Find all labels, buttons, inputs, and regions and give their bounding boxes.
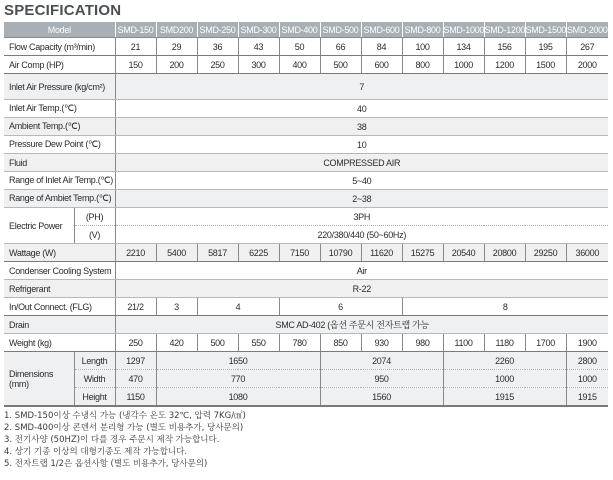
- cell: 1297: [115, 352, 156, 370]
- row-label: Refrigerant: [4, 280, 115, 298]
- cell: 1180: [484, 334, 525, 352]
- model-header-cell: SMD-400: [279, 22, 320, 38]
- specification-table: [4, 22, 608, 407]
- row-label: Range of Ambiet Temp.(℃): [4, 190, 115, 208]
- cell: 1200: [484, 56, 525, 74]
- sub-label: (V): [74, 226, 115, 244]
- pressure-dew-point-row: [4, 136, 608, 154]
- row-label: Inlet Air Temp.(℃): [4, 100, 115, 118]
- cell: 800: [402, 56, 443, 74]
- drain-row: [4, 316, 608, 334]
- model-header-cell: SMD-2000: [566, 22, 608, 38]
- row-label: Weight (kg): [4, 334, 115, 352]
- sub-label: Length: [74, 352, 115, 370]
- cell: 2074: [320, 352, 443, 370]
- row-label: Fluid: [4, 154, 115, 172]
- cell: 5817: [197, 244, 238, 262]
- cell: 1900: [566, 334, 608, 352]
- cell: 1100: [443, 334, 484, 352]
- footnotes: [4, 410, 246, 470]
- cell: 29: [156, 38, 197, 56]
- row-label: Range of Inlet Air Temp.(℃): [4, 172, 115, 190]
- cell: 600: [361, 56, 402, 74]
- cell: 420: [156, 334, 197, 352]
- sub-label: (PH): [74, 208, 115, 226]
- row-label: Drain: [4, 316, 115, 334]
- cell: 5~40: [115, 172, 608, 190]
- fluid-row: [4, 154, 608, 172]
- cell: 2~38: [115, 190, 608, 208]
- cell: 2000: [566, 56, 608, 74]
- cell: 7: [115, 74, 608, 100]
- cell: 2260: [443, 352, 566, 370]
- row-label: Pressure Dew Point (℃): [4, 136, 115, 154]
- sub-label: Width: [74, 370, 115, 388]
- cell: 150: [115, 56, 156, 74]
- cell: 10: [115, 136, 608, 154]
- cell: 1915: [566, 388, 608, 407]
- electric-power-ph-row: [4, 208, 608, 226]
- model-header-cell: SMD-800: [402, 22, 443, 38]
- ambient-temp-row: [4, 118, 608, 136]
- row-label: Flow Capacity (m³/min): [4, 38, 115, 56]
- cell: 195: [525, 38, 566, 56]
- cell: 500: [197, 334, 238, 352]
- header-row: [4, 22, 608, 38]
- cell: 2800: [566, 352, 608, 370]
- cell: 1560: [320, 388, 443, 407]
- range-inlet-air-temp-row: [4, 172, 608, 190]
- cell: 84: [361, 38, 402, 56]
- in-out-connect-row: [4, 298, 608, 316]
- row-label: [4, 352, 74, 407]
- cell: 29250: [525, 244, 566, 262]
- cell: 1915: [443, 388, 566, 407]
- cell: COMPRESSED AIR: [115, 154, 608, 172]
- cell: 500: [320, 56, 361, 74]
- model-header: Model: [4, 22, 115, 38]
- sub-label: Height: [74, 388, 115, 407]
- cell: 66: [320, 38, 361, 56]
- row-label: In/Out Connect. (FLG): [4, 298, 115, 316]
- footnote: 3. 전기사양 (50HZ)이 다를 경우 주문시 제작 가능합니다.: [4, 435, 220, 445]
- range-ambient-temp-row: [4, 190, 608, 208]
- cell: 50: [279, 38, 320, 56]
- cell: 8: [402, 298, 608, 316]
- cell: 11620: [361, 244, 402, 262]
- row-label: Inlet Air Pressure (kg/cm²): [4, 74, 115, 100]
- cell: 1080: [156, 388, 320, 407]
- cell: 21/2: [115, 298, 156, 316]
- dimensions-width-row: [4, 370, 608, 388]
- cell: 400: [279, 56, 320, 74]
- cell: 36: [197, 38, 238, 56]
- model-header-cell: SMD-1000: [443, 22, 484, 38]
- inlet-air-temp-row: [4, 100, 608, 118]
- cell: 156: [484, 38, 525, 56]
- cell: 1150: [115, 388, 156, 407]
- cell: 220/380/440 (50~60Hz): [115, 226, 608, 244]
- cell: 950: [320, 370, 443, 388]
- cell: 200: [156, 56, 197, 74]
- dimensions-length-row: [4, 352, 608, 370]
- cell: 6: [279, 298, 402, 316]
- cell: 1000: [443, 56, 484, 74]
- model-header-cell: SMD-1500: [525, 22, 566, 38]
- footnote: 2. SMD-400이상 콘덴서 분리형 가능 (별도 비용추가, 당사문의): [4, 423, 244, 433]
- cell: 5400: [156, 244, 197, 262]
- dimensions-label: Dimensions: [9, 368, 54, 379]
- cell: 38: [115, 118, 608, 136]
- cell: 850: [320, 334, 361, 352]
- cell: 980: [402, 334, 443, 352]
- cell: 40: [115, 100, 608, 118]
- weight-row: [4, 334, 608, 352]
- page-title: SPECIFICATION: [4, 2, 122, 19]
- model-header-cell: SMD-300: [238, 22, 279, 38]
- model-header-cell: SMD-250: [197, 22, 238, 38]
- cell: 267: [566, 38, 608, 56]
- cell: 20540: [443, 244, 484, 262]
- cell: 550: [238, 334, 279, 352]
- row-label: Air Comp (HP): [4, 56, 115, 74]
- dimensions-height-row: [4, 388, 608, 407]
- row-label: Electric Power: [4, 208, 74, 244]
- footnote: 1. SMD-150이상 수냉식 가능 (냉각수 온도 32℃, 압력 7KG/㎠): [4, 411, 246, 421]
- cell: 43: [238, 38, 279, 56]
- cell: 770: [156, 370, 320, 388]
- cell: 250: [197, 56, 238, 74]
- inlet-air-pressure-row: [4, 74, 608, 100]
- cell: Air: [115, 262, 608, 280]
- cell: 1000: [443, 370, 566, 388]
- row-label: Condenser Cooling System: [4, 262, 115, 280]
- cell: 20800: [484, 244, 525, 262]
- condenser-cooling-row: [4, 262, 608, 280]
- cell: R-22: [115, 280, 608, 298]
- cell: 100: [402, 38, 443, 56]
- cell: 470: [115, 370, 156, 388]
- footnote: 4. 상기 기종 이상의 대형기종도 제작 가능합니다.: [4, 447, 188, 457]
- row-label: Ambient Temp.(℃): [4, 118, 115, 136]
- row-label: Wattage (W): [4, 244, 115, 262]
- model-header-cell: SMD-600: [361, 22, 402, 38]
- cell: 2210: [115, 244, 156, 262]
- model-header-cell: SMD200: [156, 22, 197, 38]
- electric-power-v-row: [4, 226, 608, 244]
- cell: 10790: [320, 244, 361, 262]
- flow-capacity-row: [4, 38, 608, 56]
- cell: 7150: [279, 244, 320, 262]
- model-header-cell: SMD-1200: [484, 22, 525, 38]
- cell: 1700: [525, 334, 566, 352]
- air-comp-row: [4, 56, 608, 74]
- cell: 930: [361, 334, 402, 352]
- refrigerant-row: [4, 280, 608, 298]
- cell: 780: [279, 334, 320, 352]
- footnote: 5. 전자트랩 1/2은 옵션사항 (별도 비용추가, 당사문의): [4, 459, 208, 469]
- cell: 3: [156, 298, 197, 316]
- cell: 4: [197, 298, 279, 316]
- dimensions-unit: (mm): [9, 378, 29, 389]
- model-header-cell: SMD-500: [320, 22, 361, 38]
- cell: 1500: [525, 56, 566, 74]
- cell: 300: [238, 56, 279, 74]
- cell: 3PH: [115, 208, 608, 226]
- cell: 1000: [566, 370, 608, 388]
- model-header-cell: SMD-150: [115, 22, 156, 38]
- cell: 134: [443, 38, 484, 56]
- cell: SMC AD-402 (옵션 주문시 전자트랩 가능: [115, 316, 608, 334]
- wattage-row: [4, 244, 608, 262]
- cell: 6225: [238, 244, 279, 262]
- cell: 250: [115, 334, 156, 352]
- cell: 21: [115, 38, 156, 56]
- cell: 36000: [566, 244, 608, 262]
- cell: 15275: [402, 244, 443, 262]
- cell: 1650: [156, 352, 320, 370]
